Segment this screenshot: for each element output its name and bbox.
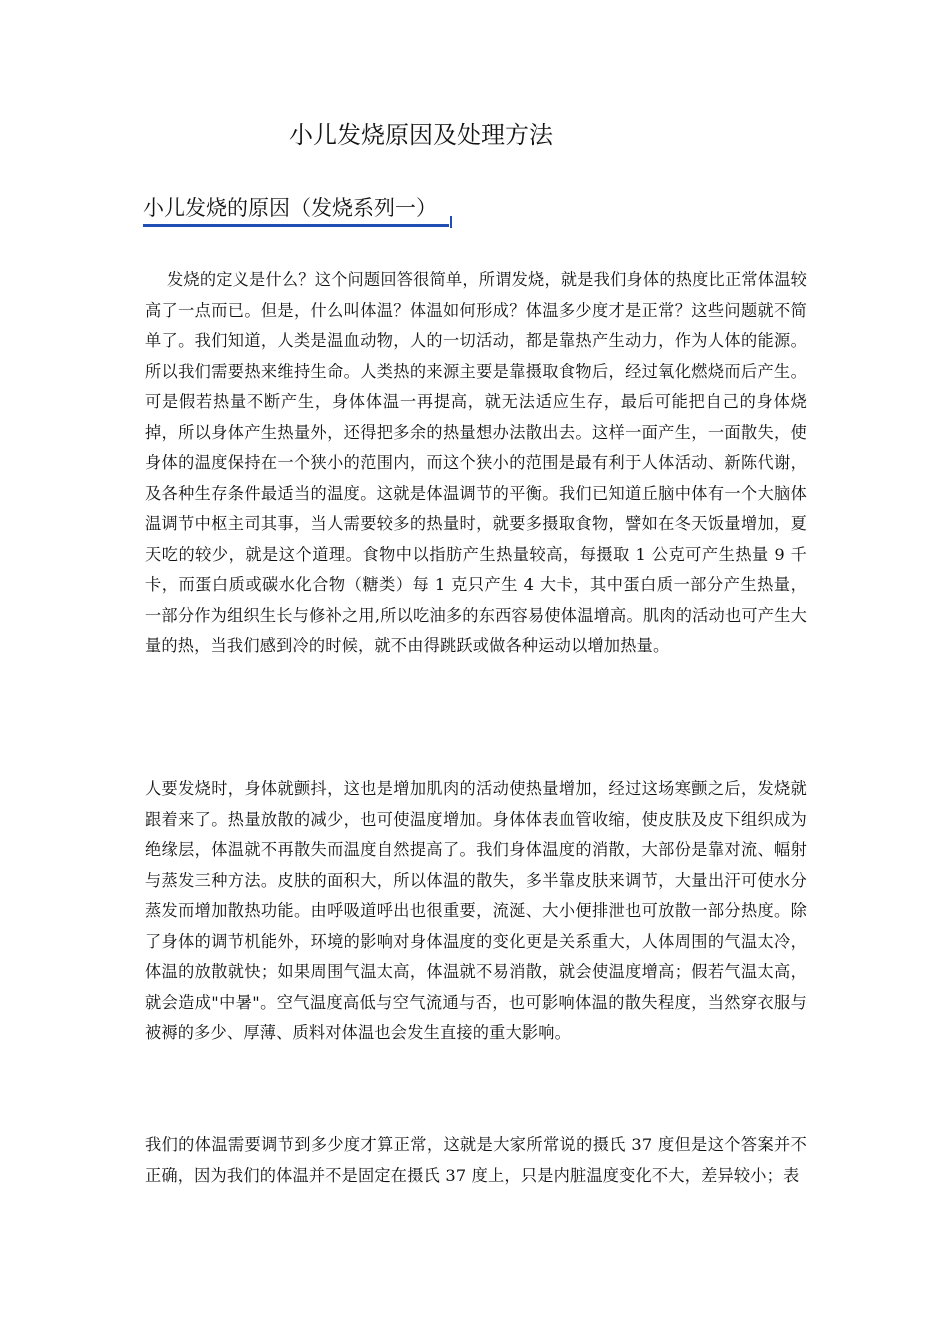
body-paragraph: 发烧的定义是什么？这个问题回答很简单，所谓发烧，就是我们身体的热度比正常体温较高了一点而已。但是，什么叫体温？体温如何形成？体温多少度才是正常？这些问题就不简单了。我们知道，人类是温血动物，人的一切活动，都是靠热产生动力，作为人体的能源。所以我们需要热来维持生命。人类热的来源主要是靠摄取食物后，经过氧化燃烧而后产生。可是假若热量不断产生，身体体温一再提高，就无法适应生存，最后可能把自己的身体烧掉，所以身体产生热量外，还得把多余的热量想办法散出去。这样一面产生，一面散失，使身体的温度保持在一个狭小的范围内，而这个狭小的范围是最有利于人体活动、新陈代谢，及各种生存条件最适当的温度。这就是体温调节的平衡。我们已知道丘脑中体有一个大脑体温调节中枢主司其事，当人需要较多的热量时，就要多摄取食物，譬如在冬天饭量增加，夏天吃的较少，就是这个道理。食物中以指肪产生热量较高，每摄取 1 公克可产生热量 9 千卡，而蛋白质或碳水化合物（糖类）每 1 克只产生 4 大卡，其中蛋白质一部分产生热量，一部分作为组织生长与修补之用,所以吃油多的东西容易使体温增高。肌肉的活动也可产生大量的热，当我们感到冷的时候，就不由得跳跃或做各种运动以增加热量。	[145, 270, 807, 655]
heading-underline-mark	[450, 216, 452, 228]
section-heading	[143, 193, 449, 227]
body-paragraph: 人要发烧时，身体就颤抖，这也是增加肌肉的活动使热量增加，经过这场寒颤之后，发烧就跟着来了。热量放散的减少，也可使温度增加。身体体表血管收缩，使皮肤及皮下组织成为绝缘层，体温就不再散失而温度自然提高了。我们身体温度的消散，大部份是靠对流、幅射与蒸发三种方法。皮肤的面积大，所以体温的散失，多半靠皮肤来调节，大量出汗可使水分蒸发而增加散热功能。由呼吸道呼出也很重要，流涎、大小便排泄也可放散一部分热度。除了身体的调节机能外，环境的影响对身体温度的变化更是关系重大，人体周围的气温太冷，体温的放散就快；如果周围气温太高，体温就不易消散，就会使温度增高；假若气温太高，就会造成"中暑"。空气温度高低与空气流通与否，也可影响体温的散失程度，当然穿衣服与被褥的多少、厚薄、质料对体温也会发生直接的重大影响。	[145, 779, 807, 1042]
body-paragraph: 我们的体温需要调节到多少度才算正常，这就是大家所常说的摄氏 37 度但是这个答案并不正确，因为我们的体温并不是固定在摄氏 37 度上，只是内脏温度变化不大，差异较小；表	[145, 1135, 807, 1185]
document-title: 小儿发烧原因及处理方法	[289, 121, 553, 149]
section-heading-text: 小儿发烧的原因（发烧系列一）	[143, 196, 437, 220]
